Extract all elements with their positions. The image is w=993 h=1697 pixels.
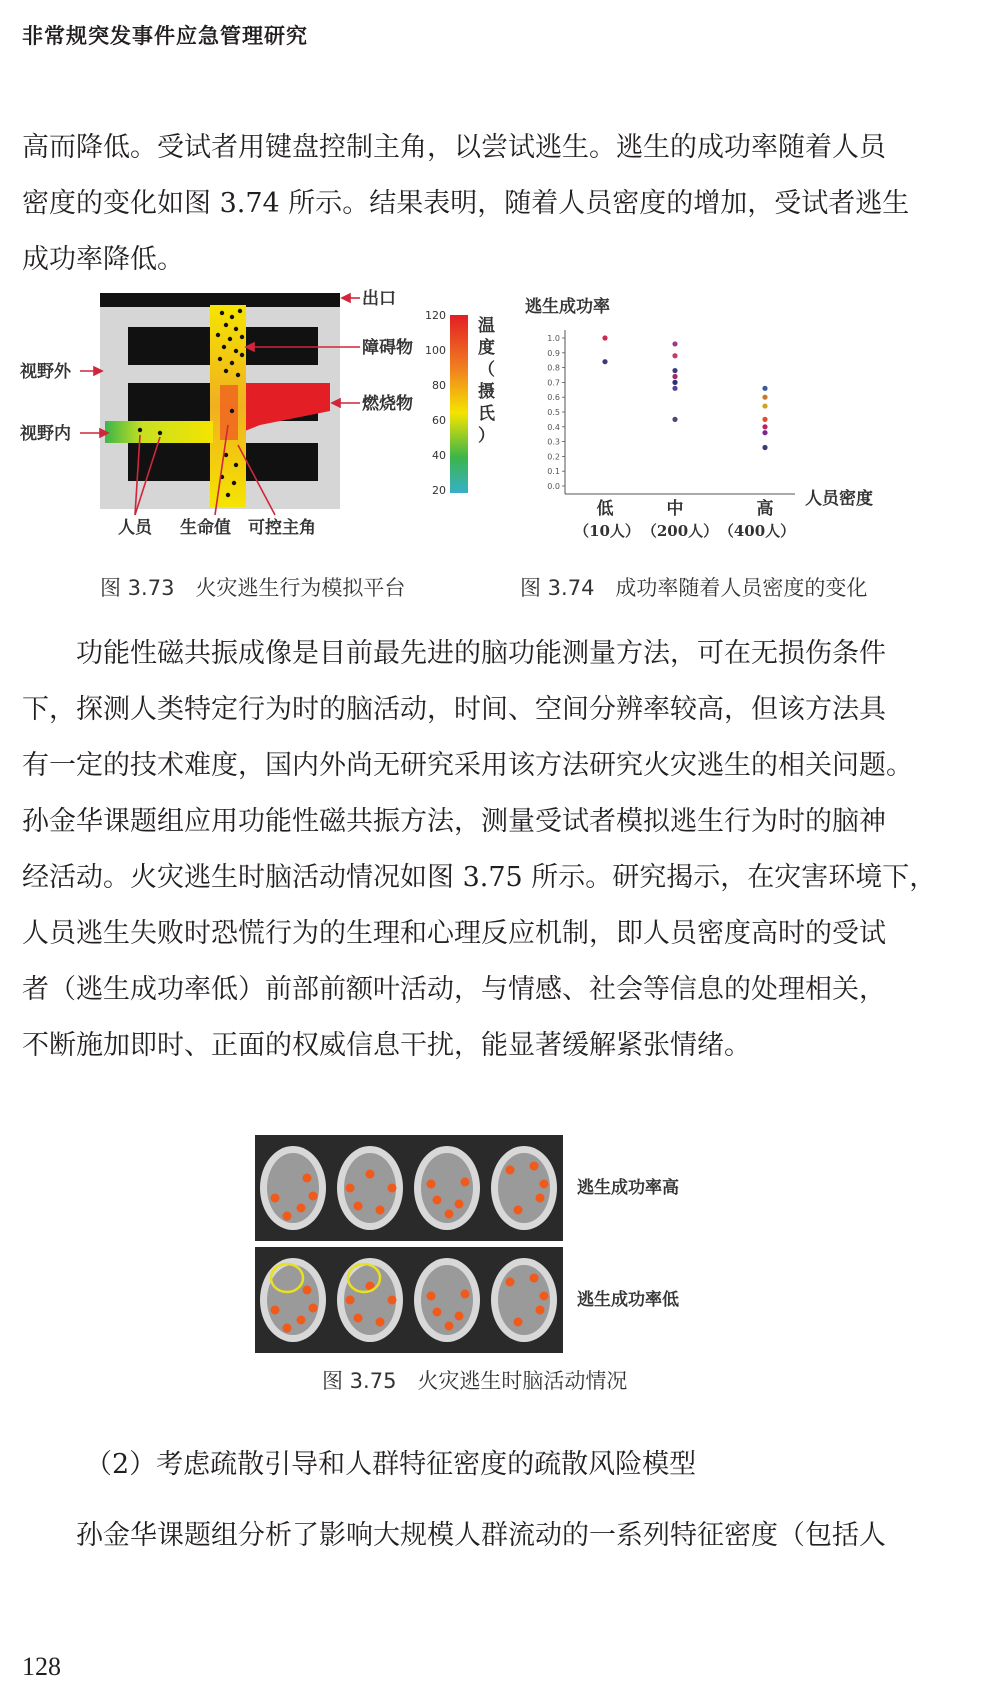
x-category-label: 高 [756, 499, 774, 519]
data-point [672, 368, 677, 373]
color-bar-ticks [425, 309, 446, 497]
exit-bar [100, 293, 340, 307]
figure-3-75-caption: 图 3.75 火灾逃生时脑活动情况 [322, 1369, 628, 1393]
y-tick-label: 0.4 [547, 422, 560, 432]
text-line: 经活动。火灾逃生时脑活动情况如图 3.75 所示。研究揭示，在灾害环境下， [22, 862, 937, 893]
activation-spot [271, 1306, 280, 1315]
y-tick-label: 0.9 [547, 348, 560, 358]
text-line: 有一定的技术难度，国内外尚无研究采用该方法研究火灾逃生的相关问题。 [22, 750, 913, 781]
colorbar-tick: 80 [432, 379, 446, 392]
activation-spot [540, 1292, 549, 1301]
data-point [672, 417, 677, 422]
activation-spot [427, 1292, 436, 1301]
y-tick-label: 0.8 [547, 363, 560, 373]
data-point [762, 430, 767, 435]
activation-spot [530, 1274, 539, 1283]
activation-spot [297, 1316, 306, 1325]
text-line: 高而降低。受试者用键盘控制主角，以尝试逃生。逃生的成功率随着人员 [22, 132, 886, 163]
data-points [602, 335, 767, 450]
activation-spot [536, 1306, 545, 1315]
running-header: 非常规突发事件应急管理研究 [22, 23, 308, 48]
brain-tissue [267, 1153, 319, 1223]
data-point [602, 335, 607, 340]
data-point [762, 424, 767, 429]
activation-spot [376, 1206, 385, 1215]
activation-spot [461, 1178, 470, 1187]
activation-spot [455, 1200, 464, 1209]
activation-spot [536, 1194, 545, 1203]
activation-spot [540, 1180, 549, 1189]
activation-spot [309, 1304, 318, 1313]
data-point [602, 359, 607, 364]
row-label-high: 逃生成功率高 [577, 1178, 679, 1198]
y-tick-label: 0.6 [547, 393, 560, 403]
activation-spot [506, 1166, 515, 1175]
y-tick-label: 0.2 [547, 452, 560, 462]
colorbar-tick: 120 [425, 309, 446, 322]
data-point [672, 380, 677, 385]
y-tick-label: 0.5 [547, 408, 560, 417]
corridor-heat [220, 385, 238, 440]
color-bar-title [478, 316, 496, 446]
colorbar-title-char: 摄 [478, 382, 495, 402]
x-categories [574, 498, 795, 540]
paragraph-2 [22, 626, 972, 1074]
activation-spot [514, 1318, 523, 1327]
text-line: 孙金华课题组分析了影响大规模人群流动的一系列特征密度（包括人 [76, 1520, 886, 1551]
data-point [762, 386, 767, 391]
y-tick-label: 0.1 [547, 467, 560, 477]
y-tick-label: 1.0 [547, 334, 560, 343]
activation-spot [283, 1324, 292, 1333]
activation-spot [366, 1170, 375, 1179]
label-life-value: 生命值 [180, 518, 231, 538]
data-point [672, 374, 677, 379]
colorbar-title-char: 氏 [478, 404, 495, 424]
page-number: 128 [22, 1652, 61, 1681]
figure-3-74-caption: 图 3.74 成功率随着人员密度的变化 [520, 576, 868, 600]
figure-3-73-caption: 图 3.73 火灾逃生行为模拟平台 [100, 576, 406, 600]
activation-spot [388, 1184, 397, 1193]
text-line: 成功率降低。 [22, 244, 184, 275]
text-line: 密度的变化如图 3.74 所示。结果表明，随着人员密度的增加，受试者逃生 [22, 188, 910, 219]
activation-spot [346, 1296, 355, 1305]
label-out-of-view: 视野外 [20, 362, 71, 382]
label-in-view: 视野内 [20, 424, 71, 444]
activation-spot [297, 1204, 306, 1213]
data-point [672, 353, 677, 358]
activation-spot [530, 1162, 539, 1171]
data-point [672, 386, 677, 391]
activation-spot [514, 1206, 523, 1215]
activation-spot [271, 1194, 280, 1203]
brain-tissue [267, 1265, 319, 1335]
row-label-low: 逃生成功率低 [577, 1290, 679, 1310]
paragraph-3 [22, 1508, 972, 1564]
text-line: 人员逃生失败时恐慌行为的生理和心理反应机制，即人员密度高时的受试 [22, 918, 886, 949]
paragraph-1 [22, 120, 972, 288]
activation-spot [309, 1192, 318, 1201]
colorbar-tick: 60 [432, 414, 446, 427]
y-tick-label: 0.3 [547, 437, 560, 447]
activation-spot [433, 1308, 442, 1317]
data-point [762, 403, 767, 408]
activation-spot [354, 1314, 363, 1323]
activation-spot [376, 1318, 385, 1327]
section-subheading: （2）考虑疏散引导和人群特征密度的疏散风险模型 [85, 1449, 697, 1480]
activation-spot [427, 1180, 436, 1189]
activation-spot [433, 1196, 442, 1205]
x-category-sublabel: （400人） [718, 522, 796, 540]
data-point [762, 395, 767, 400]
x-category-sublabel: （200人） [641, 522, 719, 540]
activation-spot [445, 1210, 454, 1219]
activation-spot [461, 1290, 470, 1299]
x-category-label: 低 [596, 499, 614, 519]
activation-spot [303, 1174, 312, 1183]
colorbar-title-char: ） [478, 426, 495, 446]
colorbar-title-char: 度 [478, 338, 495, 358]
activation-spot [283, 1212, 292, 1221]
data-point [672, 341, 677, 346]
activation-spot [445, 1322, 454, 1331]
colorbar-title-char: （ [478, 360, 495, 380]
colorbar-tick: 40 [432, 449, 446, 462]
figure-3-75 [255, 1135, 755, 1353]
color-bar [450, 315, 468, 493]
activation-spot [354, 1202, 363, 1211]
text-line: 下，探测人类特定行为时的脑活动，时间、空间分辨率较高，但该方法具 [22, 694, 886, 725]
text-line: 孙金华课题组应用功能性磁共振方法，测量受试者模拟逃生行为时的脑神 [22, 806, 886, 837]
chart-title: 逃生成功率 [525, 297, 610, 317]
y-ticks [547, 334, 565, 491]
text-line: 功能性磁共振成像是目前最先进的脑功能测量方法，可在无损伤条件 [76, 638, 886, 669]
figure-3-73 [10, 285, 520, 560]
activation-spot [388, 1296, 397, 1305]
label-people: 人员 [118, 518, 152, 538]
figure-3-74-chart [525, 290, 955, 560]
colorbar-title-char: 温 [478, 316, 495, 336]
x-axis-label: 人员密度 [805, 489, 873, 509]
x-category-sublabel: （10人） [574, 522, 640, 540]
label-exit: 出口 [362, 289, 396, 309]
activation-spot [506, 1278, 515, 1287]
label-obstacle: 障碍物 [362, 338, 413, 358]
colorbar-tick: 100 [425, 344, 446, 357]
activation-spot [303, 1286, 312, 1295]
activation-spot [346, 1184, 355, 1193]
activation-spot [455, 1312, 464, 1321]
text-line: 不断施加即时、正面的权威信息干扰，能显著缓解紧张情绪。 [22, 1030, 751, 1061]
colorbar-tick: 20 [432, 484, 446, 497]
label-player: 可控主角 [248, 518, 316, 538]
y-tick-label: 0.0 [547, 482, 560, 491]
label-burning: 燃烧物 [362, 394, 413, 414]
y-tick-label: 0.7 [547, 378, 560, 388]
x-category-label: 中 [666, 499, 684, 519]
data-point [762, 445, 767, 450]
text-line: 者（逃生成功率低）前部前额叶活动，与情感、社会等信息的处理相关， [22, 974, 886, 1005]
data-point [762, 417, 767, 422]
